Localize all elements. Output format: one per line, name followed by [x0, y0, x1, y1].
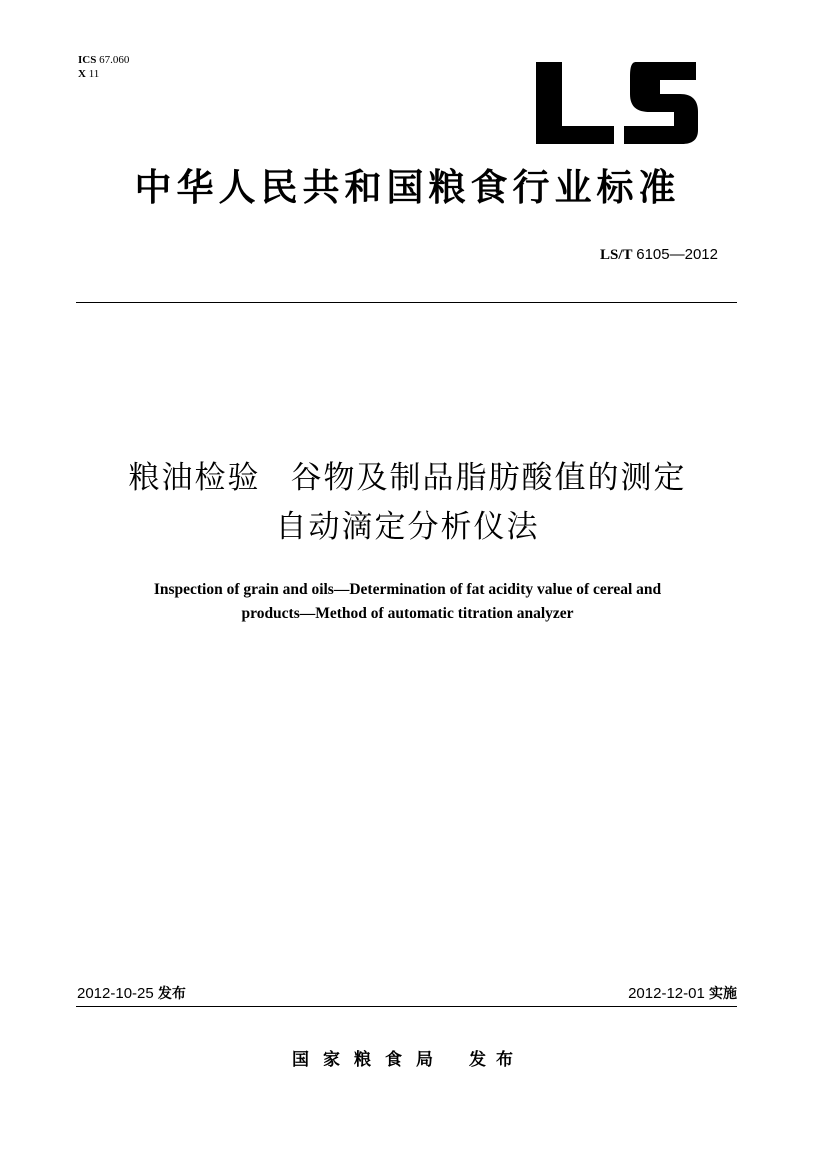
issue-label: 发布 — [157, 986, 186, 1002]
standard-number — [600, 246, 718, 264]
title-zh-part2: 谷物及制品脂肪酸值的测定 — [290, 460, 687, 496]
ls-logo — [532, 58, 704, 148]
classification-codes — [78, 53, 129, 81]
standard-num: 6105—2012 — [636, 246, 718, 263]
logo-letter-s — [624, 62, 698, 144]
class-code: 11 — [88, 68, 100, 80]
ics-code: 67.060 — [99, 54, 130, 66]
ics-line — [78, 53, 129, 67]
implement-label: 实施 — [709, 986, 737, 1002]
title-en-line2: products—Method of automatic titration analyzer — [241, 605, 574, 622]
implement-date: 2012-12-01 — [628, 985, 705, 1002]
footer-divider — [76, 1006, 737, 1007]
issuer-line — [0, 1045, 815, 1070]
header-divider — [76, 302, 737, 303]
title-zh-line2: 自动滴定分析仪法 — [275, 509, 540, 545]
implement-date-block — [628, 983, 737, 1003]
title-zh-part1: 粮油检验 — [128, 460, 261, 496]
issuer-organization: 国家粮食局 — [292, 1050, 447, 1070]
class-line — [78, 67, 129, 81]
class-label: X — [78, 68, 86, 80]
title-zh-line1 — [0, 454, 815, 502]
issuer-action: 发布 — [469, 1050, 523, 1070]
logo-letter-l — [536, 62, 614, 144]
standard-code: LS/T — [599, 247, 633, 263]
issue-date-block — [77, 983, 186, 1003]
agency-title: 中华人民共和国粮食行业标准 — [134, 166, 681, 209]
issue-date: 2012-10-25 — [77, 985, 154, 1002]
ics-label: ICS — [78, 54, 97, 66]
title-en-line1: Inspection of grain and oils—Determination of fat acidity value of cereal and — [153, 581, 662, 598]
